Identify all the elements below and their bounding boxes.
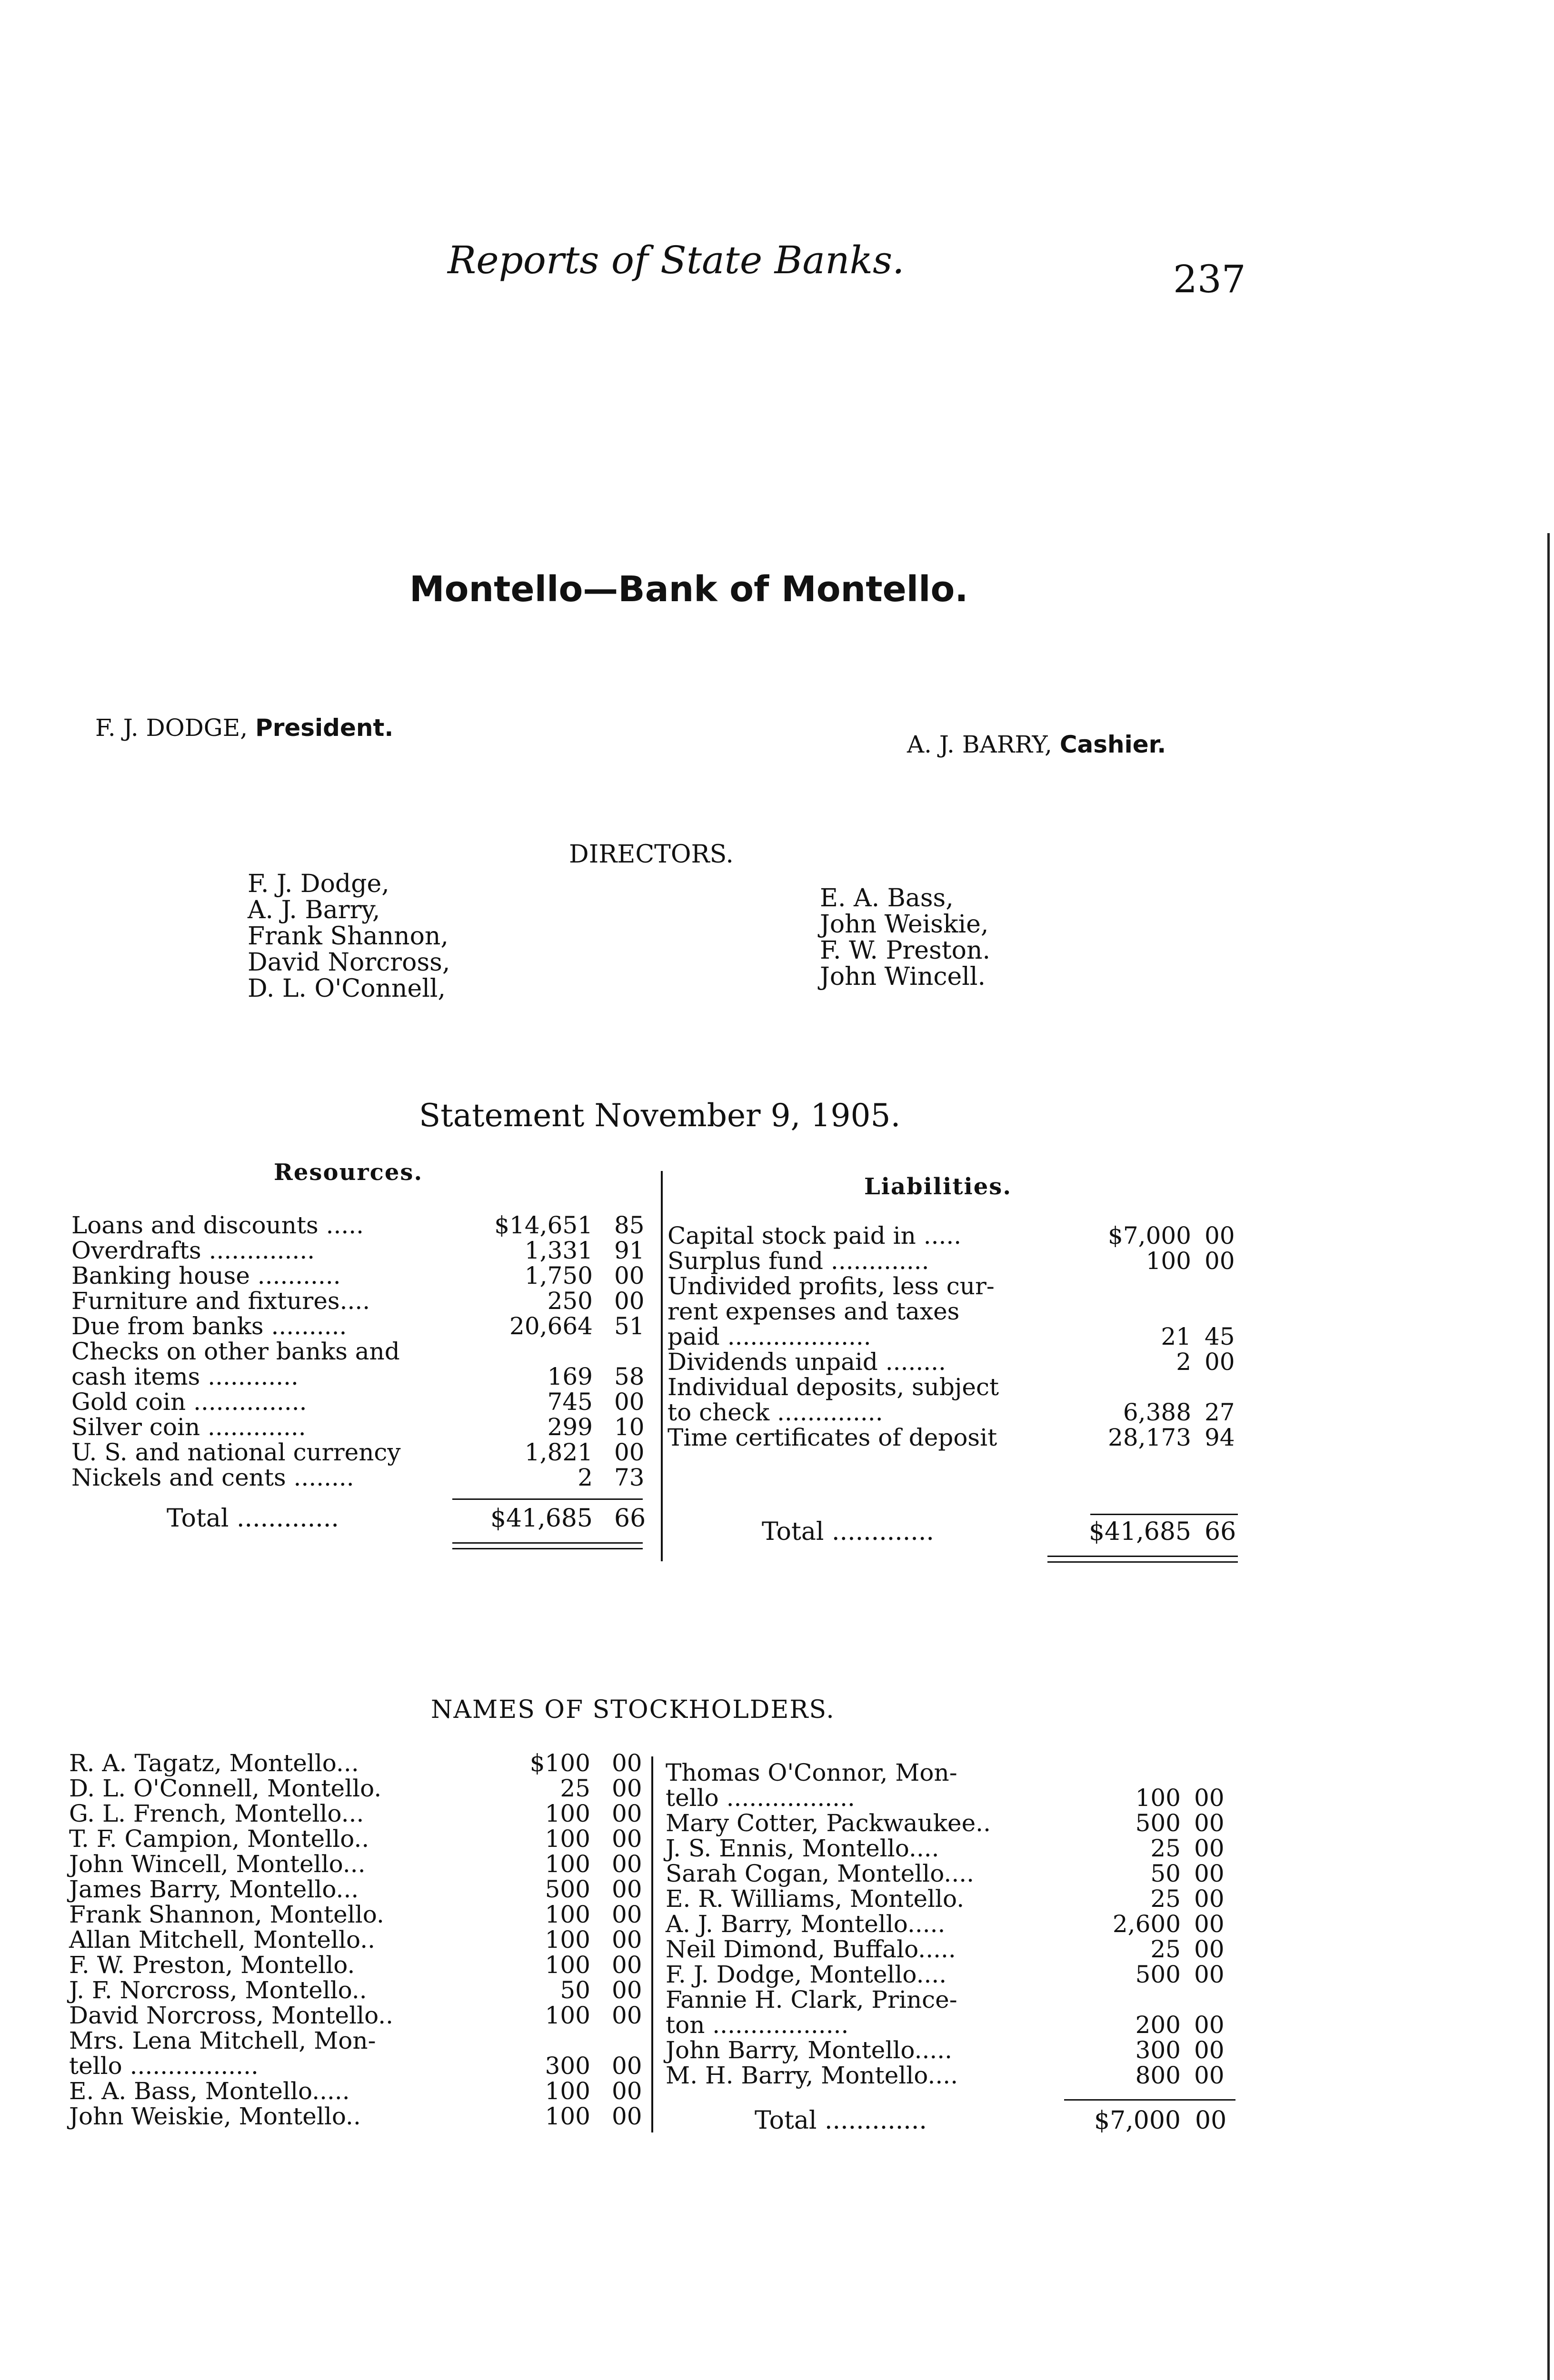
stockholder-cents: 00 [612, 2102, 642, 2130]
resources-total-dollars: $41,685 [490, 1504, 593, 1533]
liability-label: Surplus fund ............. [667, 1247, 929, 1275]
stockholder-name: Fannie H. Clark, Prince- [666, 1986, 957, 2013]
resource-cents: 10 [614, 1413, 645, 1441]
resources-table [71, 1213, 643, 1490]
resource-cents: 85 [614, 1211, 645, 1239]
stockholder-dollars: 25 [560, 1775, 590, 1802]
stockholder-cents: 00 [612, 1901, 642, 1928]
stockholder-dollars: 100 [545, 2002, 590, 2029]
stockholder-name: J. F. Norcross, Montello.. [69, 1976, 367, 2004]
liabilities-total-label: Total ............. [762, 1517, 934, 1546]
stockholder-cents: 00 [612, 1775, 642, 1802]
liability-cents: 00 [1205, 1348, 1235, 1376]
resources-total-cents: 66 [614, 1504, 646, 1533]
stockholder-dollars: 100 [545, 1951, 590, 1979]
stockholder-dollars: 100 [545, 1901, 590, 1928]
liability-dollars: 28,173 [1108, 1424, 1191, 1451]
resource-label: Due from banks .......... [71, 1312, 347, 1340]
liability-cents: 00 [1205, 1247, 1235, 1275]
stockholder-dollars: $100 [529, 1749, 590, 1777]
stockholder-row [666, 1836, 1233, 1861]
liabilities-sum-rule [1090, 1514, 1238, 1515]
liabilities-double-rule [1047, 1556, 1238, 1557]
stockholder-dollars: 100 [545, 2102, 590, 2130]
stockholder-dollars: 100 [545, 1850, 590, 1878]
stockholder-dollars: 800 [1135, 2062, 1181, 2089]
resources-row [71, 1238, 643, 1263]
liability-label: Individual deposits, subject [667, 1373, 999, 1401]
director-name: David Norcross, [248, 948, 450, 977]
stockholder-cents: 00 [612, 2077, 642, 2105]
liability-label: Dividends unpaid ........ [667, 1348, 946, 1376]
stockholder-name: Mrs. Lena Mitchell, Mon- [69, 2027, 376, 2054]
stockholder-name: E. A. Bass, Montello..... [69, 2077, 350, 2105]
stockholder-row [69, 1776, 640, 1801]
director-name: John Weiskie, [820, 910, 989, 939]
resources-row [71, 1389, 643, 1415]
liabilities-row [667, 1299, 1244, 1324]
stockholders-total-cents: 00 [1195, 2106, 1227, 2135]
liabilities-row [667, 1324, 1244, 1349]
resource-label: Loans and discounts ..... [71, 1211, 364, 1239]
stockholders-total-row [755, 2106, 1233, 2135]
resources-row [71, 1364, 643, 1389]
resource-label: U. S. and national currency [71, 1438, 401, 1466]
stockholder-name: D. L. O'Connell, Montello. [69, 1775, 382, 1802]
stockholder-cents: 00 [612, 1875, 642, 1903]
resources-row [71, 1440, 643, 1465]
resource-cents: 73 [614, 1464, 645, 1491]
resources-row [71, 1339, 643, 1364]
stockholder-name: ton .................. [666, 2011, 849, 2039]
president-line [95, 714, 393, 742]
bank-title: Montello—Bank of Montello. [409, 569, 968, 610]
stockholder-cents: 00 [612, 1749, 642, 1777]
stockholder-cents: 00 [1194, 1809, 1225, 1837]
resource-dollars: 169 [547, 1363, 593, 1390]
resource-label: Checks on other banks and [71, 1338, 400, 1365]
stockholder-dollars: 200 [1135, 2011, 1181, 2039]
stockholder-name: John Barry, Montello..... [666, 2036, 953, 2064]
resources-sum-rule [452, 1498, 643, 1500]
stockholder-dollars: 25 [1150, 1885, 1181, 1913]
resources-row [71, 1415, 643, 1440]
stockholder-row [69, 2028, 640, 2053]
stockholder-cents: 00 [612, 1825, 642, 1853]
liability-dollars: 21 [1161, 1323, 1191, 1350]
resource-dollars: 299 [547, 1413, 593, 1441]
liability-cents: 27 [1205, 1398, 1235, 1426]
stockholder-name: John Wincell, Montello... [69, 1850, 366, 1878]
stockholder-dollars: 500 [1135, 1961, 1181, 1988]
resource-cents: 51 [614, 1312, 645, 1340]
stockholder-cents: 00 [612, 2002, 642, 2029]
stockholder-cents: 00 [612, 1951, 642, 1979]
director-name: E. A. Bass, [820, 884, 954, 912]
stockholder-row [666, 1912, 1233, 1937]
stockholder-cents: 00 [1194, 1885, 1225, 1913]
resource-label: Overdrafts .............. [71, 1237, 315, 1264]
resources-heading: Resources. [274, 1159, 423, 1186]
director-name: D. L. O'Connell, [248, 974, 446, 1003]
liabilities-row [667, 1249, 1244, 1274]
stockholder-name: Mary Cotter, Packwaukee.. [666, 1809, 991, 1837]
resource-dollars: 250 [547, 1287, 593, 1315]
stockholder-dollars: 50 [1150, 1860, 1181, 1887]
liabilities-total-dollars: $41,685 [1088, 1517, 1191, 1546]
stockholder-row [666, 1760, 1233, 1785]
stockholder-row [69, 1978, 640, 2003]
stockholder-name: Thomas O'Connor, Mon- [666, 1759, 957, 1786]
stockholder-cents: 00 [612, 1976, 642, 2004]
director-name: John Wincell. [820, 962, 986, 991]
stockholder-row [69, 2003, 640, 2028]
liabilities-row [667, 1425, 1244, 1450]
stockholder-dollars: 100 [545, 1926, 590, 1954]
president-name: F. J. DODGE, [95, 714, 248, 742]
liability-dollars: 6,388 [1123, 1398, 1191, 1426]
stockholders-right-table [666, 1760, 1233, 2088]
stockholder-dollars: 25 [1150, 1935, 1181, 1963]
stockholder-cents: 00 [1194, 1910, 1225, 1938]
stockholder-cents: 00 [1194, 1961, 1225, 1988]
stockholders-total-label: Total ............. [755, 2106, 927, 2135]
liability-cents: 00 [1205, 1222, 1235, 1250]
stockholder-row [69, 2104, 640, 2129]
liability-cents: 94 [1205, 1424, 1235, 1451]
stockholder-row [69, 1902, 640, 1927]
stockholders-column-divider [651, 1756, 653, 2132]
stockholder-row [666, 2063, 1233, 2088]
stockholder-dollars: 100 [545, 1825, 590, 1853]
stockholder-row [69, 1953, 640, 1978]
stockholder-row [666, 2038, 1233, 2063]
stockholder-row [69, 1852, 640, 1877]
stockholder-cents: 00 [612, 1926, 642, 1954]
resource-dollars: 745 [547, 1388, 593, 1416]
resources-double-rule [452, 1548, 643, 1549]
directors-left-list [248, 871, 450, 1002]
statement-title: Statement November 9, 1905. [419, 1097, 901, 1134]
liability-dollars: 2 [1176, 1348, 1191, 1376]
president-role: President. [255, 714, 394, 742]
running-header-title: Reports of State Banks. [448, 238, 905, 282]
stockholder-name: John Weiskie, Montello.. [69, 2102, 361, 2130]
resources-total-row [167, 1504, 646, 1533]
stockholder-name: R. A. Tagatz, Montello... [69, 1749, 359, 1777]
liabilities-row [667, 1375, 1244, 1400]
stockholder-name: M. H. Barry, Montello.... [666, 2062, 958, 2089]
resource-label: Gold coin ............... [71, 1388, 307, 1416]
stockholder-name: David Norcross, Montello.. [69, 2002, 394, 2029]
resource-cents: 91 [614, 1237, 645, 1264]
liability-label: Time certificates of deposit [667, 1424, 997, 1451]
stockholder-name: J. S. Ennis, Montello.... [666, 1835, 939, 1862]
stockholder-cents: 00 [1194, 2036, 1225, 2064]
liability-label: Undivided profits, less cur- [667, 1272, 995, 1300]
liability-label: to check .............. [667, 1398, 883, 1426]
liabilities-table [667, 1223, 1244, 1450]
liabilities-row [667, 1349, 1244, 1375]
liabilities-total-cents: 66 [1205, 1517, 1236, 1546]
stockholder-cents: 00 [1194, 1860, 1225, 1887]
director-name: Frank Shannon, [248, 922, 448, 951]
resource-label: cash items ............ [71, 1363, 299, 1390]
cashier-name: A. J. BARRY, [907, 731, 1052, 758]
stockholder-row [69, 2079, 640, 2104]
resource-cents: 00 [614, 1287, 645, 1315]
liabilities-row [667, 1400, 1244, 1425]
resources-row [71, 1213, 643, 1238]
stockholder-dollars: 500 [1135, 1809, 1181, 1837]
stockholder-row [666, 1861, 1233, 1886]
stockholder-dollars: 25 [1150, 1835, 1181, 1862]
director-name: F. J. Dodge, [248, 870, 389, 898]
resource-cents: 00 [614, 1438, 645, 1466]
resource-dollars: 20,664 [509, 1312, 593, 1340]
stockholder-dollars: 100 [545, 2077, 590, 2105]
stockholder-cents: 00 [1194, 2011, 1225, 2039]
liabilities-row [667, 1223, 1244, 1249]
liability-cents: 45 [1205, 1323, 1235, 1350]
resource-label: Furniture and fixtures.... [71, 1287, 370, 1315]
stockholder-row [666, 1987, 1233, 2013]
stockholder-dollars: 100 [1135, 1784, 1181, 1812]
liabilities-total-row [762, 1517, 1244, 1546]
liability-dollars: 100 [1146, 1247, 1191, 1275]
stockholder-row [666, 1962, 1233, 1987]
directors-heading: DIRECTORS. [569, 840, 734, 869]
cashier-line [907, 731, 1166, 758]
directors-right-list [820, 885, 990, 990]
resources-row [71, 1263, 643, 1289]
resource-label: Silver coin ............. [71, 1413, 306, 1441]
liability-label: paid ................... [667, 1323, 871, 1350]
stockholder-name: E. R. Williams, Montello. [666, 1885, 965, 1913]
stockholder-name: tello ................. [69, 2052, 259, 2080]
stockholder-row [69, 1801, 640, 1826]
director-name: F. W. Preston. [820, 936, 990, 965]
stockholder-dollars: 300 [545, 2052, 590, 2080]
stockholder-cents: 00 [612, 2052, 642, 2080]
stockholder-name: T. F. Campion, Montello.. [69, 1825, 369, 1853]
stockholder-row [666, 1811, 1233, 1836]
resources-row [71, 1465, 643, 1490]
resources-row [71, 1289, 643, 1314]
stockholder-name: F. J. Dodge, Montello.... [666, 1961, 947, 1988]
resource-dollars: 1,750 [524, 1262, 593, 1289]
stockholders-heading: NAMES OF STOCKHOLDERS. [431, 1696, 835, 1724]
stockholders-sum-rule [1064, 2099, 1235, 2101]
resource-dollars: $14,651 [494, 1211, 593, 1239]
stockholder-dollars: 2,600 [1112, 1910, 1181, 1938]
stockholder-dollars: 100 [545, 1800, 590, 1827]
resource-dollars: 1,821 [524, 1438, 593, 1466]
stockholder-name: A. J. Barry, Montello..... [666, 1910, 946, 1938]
stockholder-row [69, 1927, 640, 1953]
stockholder-row [666, 1937, 1233, 1962]
stockholder-cents: 00 [1194, 2062, 1225, 2089]
liability-dollars: $7,000 [1108, 1222, 1191, 1250]
liabilities-row [667, 1274, 1244, 1299]
stockholder-cents: 00 [612, 1800, 642, 1827]
stockholder-name: Neil Dimond, Buffalo..... [666, 1935, 956, 1963]
stockholder-name: Allan Mitchell, Montello.. [69, 1926, 376, 1954]
page-number: 237 [1173, 257, 1246, 301]
resource-label: Nickels and cents ........ [71, 1464, 354, 1491]
resources-double-rule [452, 1542, 643, 1544]
stockholder-cents: 00 [1194, 1835, 1225, 1862]
resource-cents: 00 [614, 1262, 645, 1289]
stockholder-row [666, 1886, 1233, 1912]
stockholder-row [69, 1877, 640, 1902]
resources-row [71, 1314, 643, 1339]
stockholder-dollars: 50 [560, 1976, 590, 2004]
liability-label: rent expenses and taxes [667, 1298, 960, 1325]
cashier-role: Cashier. [1059, 731, 1166, 758]
resource-cents: 00 [614, 1388, 645, 1416]
page-edge-line [1547, 533, 1550, 2380]
column-divider [661, 1171, 663, 1561]
stockholder-name: F. W. Preston, Montello. [69, 1951, 355, 1979]
stockholder-name: G. L. French, Montello... [69, 1800, 364, 1827]
stockholder-row [666, 2013, 1233, 2038]
stockholder-name: James Barry, Montello... [69, 1875, 359, 1903]
stockholder-name: Frank Shannon, Montello. [69, 1901, 384, 1928]
stockholder-cents: 00 [612, 1850, 642, 1878]
stockholders-left-table [69, 1751, 640, 2129]
stockholder-row [69, 1751, 640, 1776]
resource-dollars: 2 [578, 1464, 593, 1491]
stockholder-dollars: 500 [545, 1875, 590, 1903]
resource-dollars: 1,331 [524, 1237, 593, 1264]
resources-total-label: Total ............. [167, 1504, 339, 1533]
stockholder-cents: 00 [1194, 1784, 1225, 1812]
stockholder-name: tello ................. [666, 1784, 855, 1812]
stockholder-row [69, 1826, 640, 1852]
stockholder-name: Sarah Cogan, Montello.... [666, 1860, 974, 1887]
liabilities-double-rule [1047, 1561, 1238, 1563]
stockholders-total-dollars: $7,000 [1094, 2106, 1181, 2135]
resource-label: Banking house ........... [71, 1262, 341, 1289]
stockholder-cents: 00 [1194, 1935, 1225, 1963]
resource-cents: 58 [614, 1363, 645, 1390]
director-name: A. J. Barry, [248, 896, 380, 924]
liability-label: Capital stock paid in ..... [667, 1222, 962, 1250]
stockholder-row [666, 1785, 1233, 1811]
liabilities-heading: Liabilities. [864, 1173, 1012, 1200]
stockholder-dollars: 300 [1135, 2036, 1181, 2064]
stockholder-row [69, 2053, 640, 2079]
